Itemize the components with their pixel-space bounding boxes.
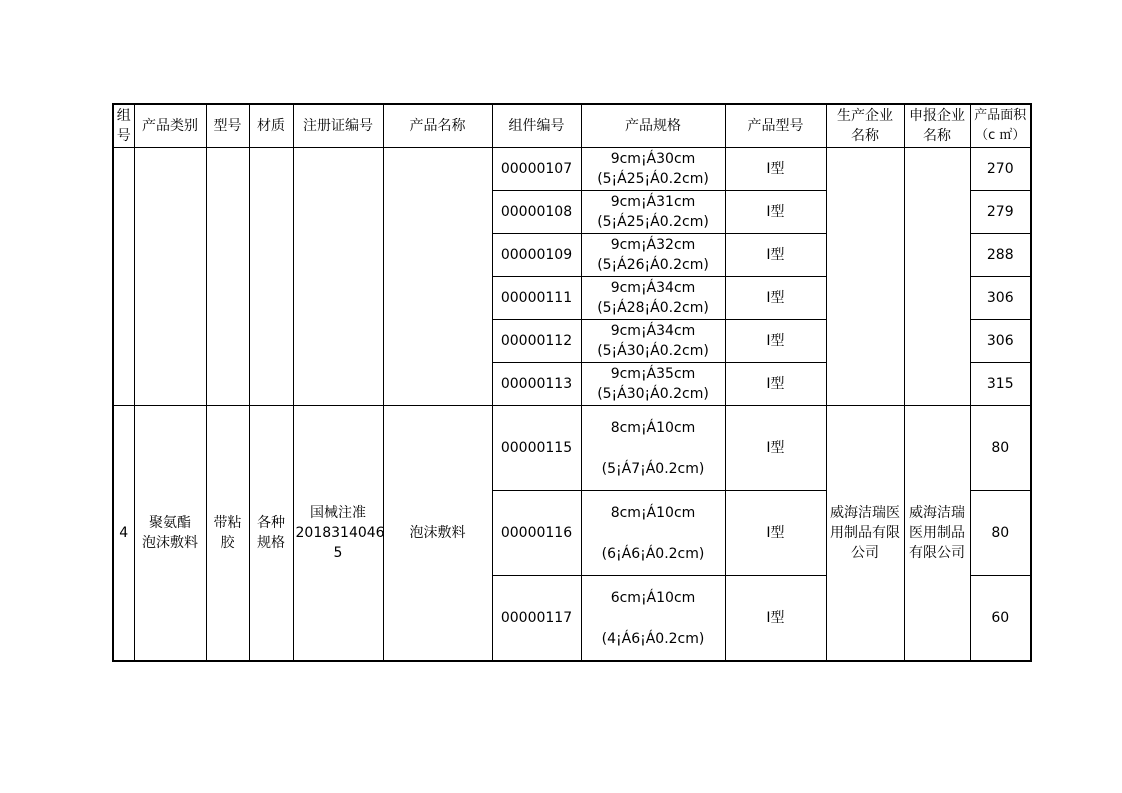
spec-line2: (5¡Á25¡Á0.2cm) bbox=[597, 171, 709, 187]
group-no-cell: 4 bbox=[113, 406, 134, 662]
component-no-cell: 00000111 bbox=[492, 277, 581, 320]
model-cell bbox=[206, 148, 249, 406]
applicant-cell: 威海洁瑞 医用制品 有限公司 bbox=[904, 406, 970, 662]
spec-line1: 9cm¡Á34cm bbox=[610, 323, 696, 339]
header-manufacturer: 生产企业 名称 bbox=[826, 104, 904, 148]
spec-cell bbox=[581, 148, 725, 191]
component-no-cell: 00000116 bbox=[492, 491, 581, 576]
area-cell: 80 bbox=[970, 406, 1031, 491]
type-cell: Ⅰ型 bbox=[725, 491, 826, 576]
header-model: 型号 bbox=[206, 104, 249, 148]
spec-line1: 9cm¡Á30cm bbox=[610, 151, 696, 167]
area-cell: 306 bbox=[970, 320, 1031, 363]
area-cell: 279 bbox=[970, 191, 1031, 234]
header-row bbox=[113, 104, 1031, 148]
header-reg-no: 注册证编号 bbox=[293, 104, 383, 148]
type-cell: Ⅰ型 bbox=[725, 234, 826, 277]
component-no-cell: 00000113 bbox=[492, 363, 581, 406]
spec-line1: 9cm¡Á31cm bbox=[610, 194, 696, 210]
spec-line2: (5¡Á26¡Á0.2cm) bbox=[597, 257, 709, 273]
reg-no-cell: 国械注准 2018314046 5 bbox=[293, 406, 383, 662]
header-category: 产品类别 bbox=[134, 104, 206, 148]
spec-line1: 9cm¡Á34cm bbox=[610, 280, 696, 296]
applicant-cell bbox=[904, 148, 970, 406]
component-no-cell: 00000112 bbox=[492, 320, 581, 363]
group-2-body bbox=[113, 406, 1031, 662]
area-cell: 60 bbox=[970, 576, 1031, 662]
type-cell: Ⅰ型 bbox=[725, 191, 826, 234]
component-no-cell: 00000109 bbox=[492, 234, 581, 277]
spec-cell bbox=[581, 576, 725, 662]
spec-cell bbox=[581, 406, 725, 491]
area-cell: 270 bbox=[970, 148, 1031, 191]
spec-cell bbox=[581, 277, 725, 320]
spec-cell bbox=[581, 363, 725, 406]
category-cell: 聚氨酯 泡沫敷料 bbox=[134, 406, 206, 662]
table-row bbox=[113, 148, 1031, 191]
component-no-cell: 00000115 bbox=[492, 406, 581, 491]
type-cell: Ⅰ型 bbox=[725, 576, 826, 662]
type-cell: Ⅰ型 bbox=[725, 363, 826, 406]
header-material: 材质 bbox=[249, 104, 293, 148]
category-cell bbox=[134, 148, 206, 406]
header-area: 产品面积 （c ㎡） bbox=[970, 104, 1031, 148]
product-name-cell: 泡沫敷料 bbox=[383, 406, 492, 662]
spec-cell bbox=[581, 320, 725, 363]
model-cell: 带粘 胶 bbox=[206, 406, 249, 662]
component-no-cell: 00000108 bbox=[492, 191, 581, 234]
header-component-no: 组件编号 bbox=[492, 104, 581, 148]
area-cell: 306 bbox=[970, 277, 1031, 320]
spec-line1: 9cm¡Á35cm bbox=[610, 366, 696, 382]
header-group: 组 号 bbox=[113, 104, 134, 148]
spec-line1: 8cm¡Á10cm bbox=[610, 504, 696, 521]
spec-line2: (5¡Á30¡Á0.2cm) bbox=[597, 386, 709, 402]
spec-line2: (5¡Á28¡Á0.2cm) bbox=[597, 300, 709, 316]
spec-line2: (6¡Á6¡Á0.2cm) bbox=[601, 545, 705, 562]
group-cell bbox=[113, 148, 134, 406]
spec-line2: (5¡Á25¡Á0.2cm) bbox=[597, 214, 709, 230]
area-cell: 315 bbox=[970, 363, 1031, 406]
spec-line1: 8cm¡Á10cm bbox=[610, 419, 696, 436]
spec-line1: 9cm¡Á32cm bbox=[610, 237, 696, 253]
product-table bbox=[112, 103, 1032, 662]
area-cell: 80 bbox=[970, 491, 1031, 576]
spec-cell bbox=[581, 234, 725, 277]
spec-line2: (5¡Á7¡Á0.2cm) bbox=[601, 460, 705, 477]
material-cell bbox=[249, 148, 293, 406]
spec-line2: (4¡Á6¡Á0.2cm) bbox=[601, 630, 705, 647]
spec-cell bbox=[581, 191, 725, 234]
spec-line2: (5¡Á30¡Á0.2cm) bbox=[597, 343, 709, 359]
reg-no-cell bbox=[293, 148, 383, 406]
type-cell: Ⅰ型 bbox=[725, 320, 826, 363]
area-cell: 288 bbox=[970, 234, 1031, 277]
spec-cell bbox=[581, 491, 725, 576]
type-cell: Ⅰ型 bbox=[725, 406, 826, 491]
manufacturer-cell: 威海洁瑞医 用制品有限 公司 bbox=[826, 406, 904, 662]
manufacturer-cell bbox=[826, 148, 904, 406]
component-no-cell: 00000117 bbox=[492, 576, 581, 662]
header-product-name: 产品名称 bbox=[383, 104, 492, 148]
component-no-cell: 00000107 bbox=[492, 148, 581, 191]
header-product-type: 产品型号 bbox=[725, 104, 826, 148]
header-spec: 产品规格 bbox=[581, 104, 725, 148]
group-1-body bbox=[113, 148, 1031, 406]
table-row bbox=[113, 406, 1031, 491]
type-cell: Ⅰ型 bbox=[725, 148, 826, 191]
header-applicant: 申报企业 名称 bbox=[904, 104, 970, 148]
material-cell: 各种 规格 bbox=[249, 406, 293, 662]
product-name-cell bbox=[383, 148, 492, 406]
type-cell: Ⅰ型 bbox=[725, 277, 826, 320]
spec-line1: 6cm¡Á10cm bbox=[610, 589, 696, 606]
